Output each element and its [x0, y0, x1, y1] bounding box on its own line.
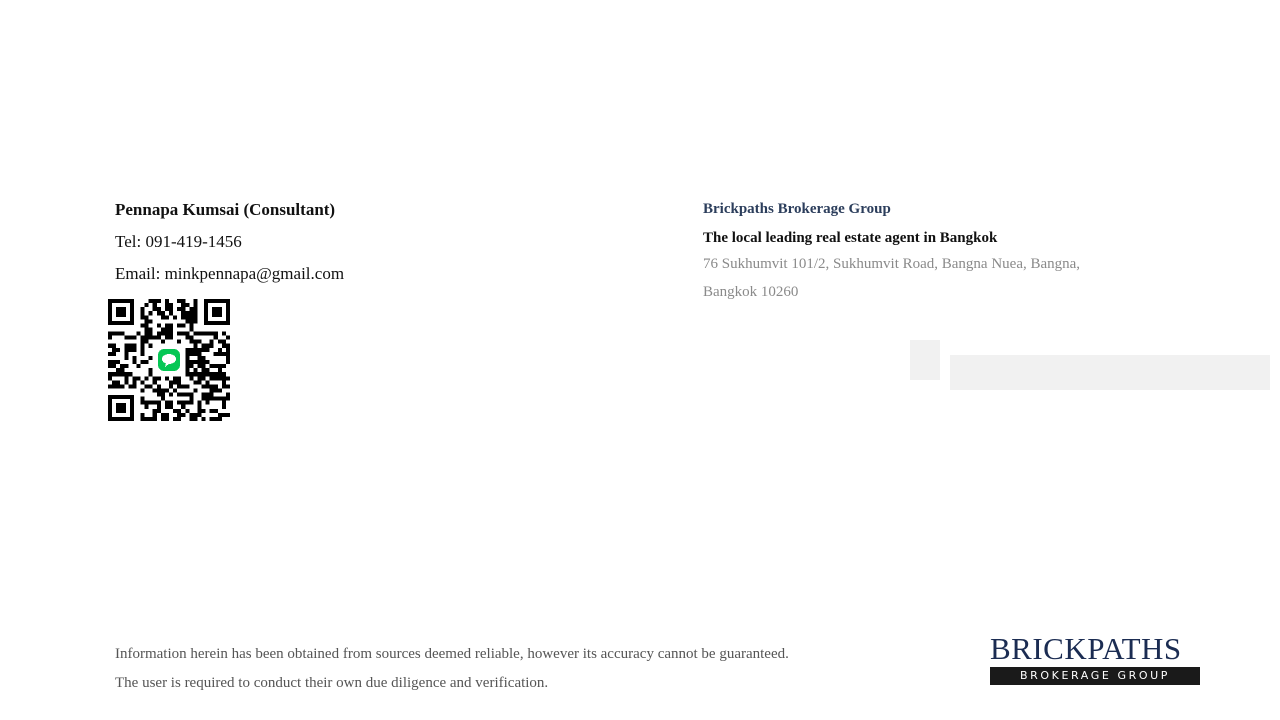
- faint-logo-watermark: [900, 330, 1280, 400]
- company-address: [703, 250, 1133, 306]
- logo-wordmark: BRICKPATHS: [990, 631, 1182, 666]
- logo-subtitle: BROKERAGE GROUP: [990, 667, 1200, 685]
- address-line: Bangkok 10260: [703, 284, 799, 300]
- line-qr-code: [108, 299, 230, 421]
- agent-contact-block: [115, 198, 344, 286]
- line-messenger-icon: [155, 346, 183, 374]
- company-tagline: The local leading real estate agent in Bangkok: [703, 230, 998, 246]
- agent-name: Pennapa Kumsai (Consultant): [115, 200, 336, 219]
- agent-email: Email: minkpennapa@gmail.com: [115, 264, 345, 283]
- company-name: Brickpaths Brokerage Group: [703, 201, 891, 217]
- address-line: 76 Sukhumvit 101/2, Sukhumvit Road, Bangna Nuea, Bangna,: [703, 256, 1081, 272]
- company-info-block: [703, 198, 1133, 306]
- disclaimer: [115, 640, 789, 698]
- disclaimer-line: The user is required to conduct their own due diligence and verification.: [115, 675, 549, 691]
- brickpaths-logo: [990, 633, 1200, 685]
- agent-phone: Tel: 091-419-1456: [115, 232, 242, 251]
- disclaimer-line: Information herein has been obtained from sources deemed reliable, however its accuracy cannot be guaranteed.: [115, 646, 789, 662]
